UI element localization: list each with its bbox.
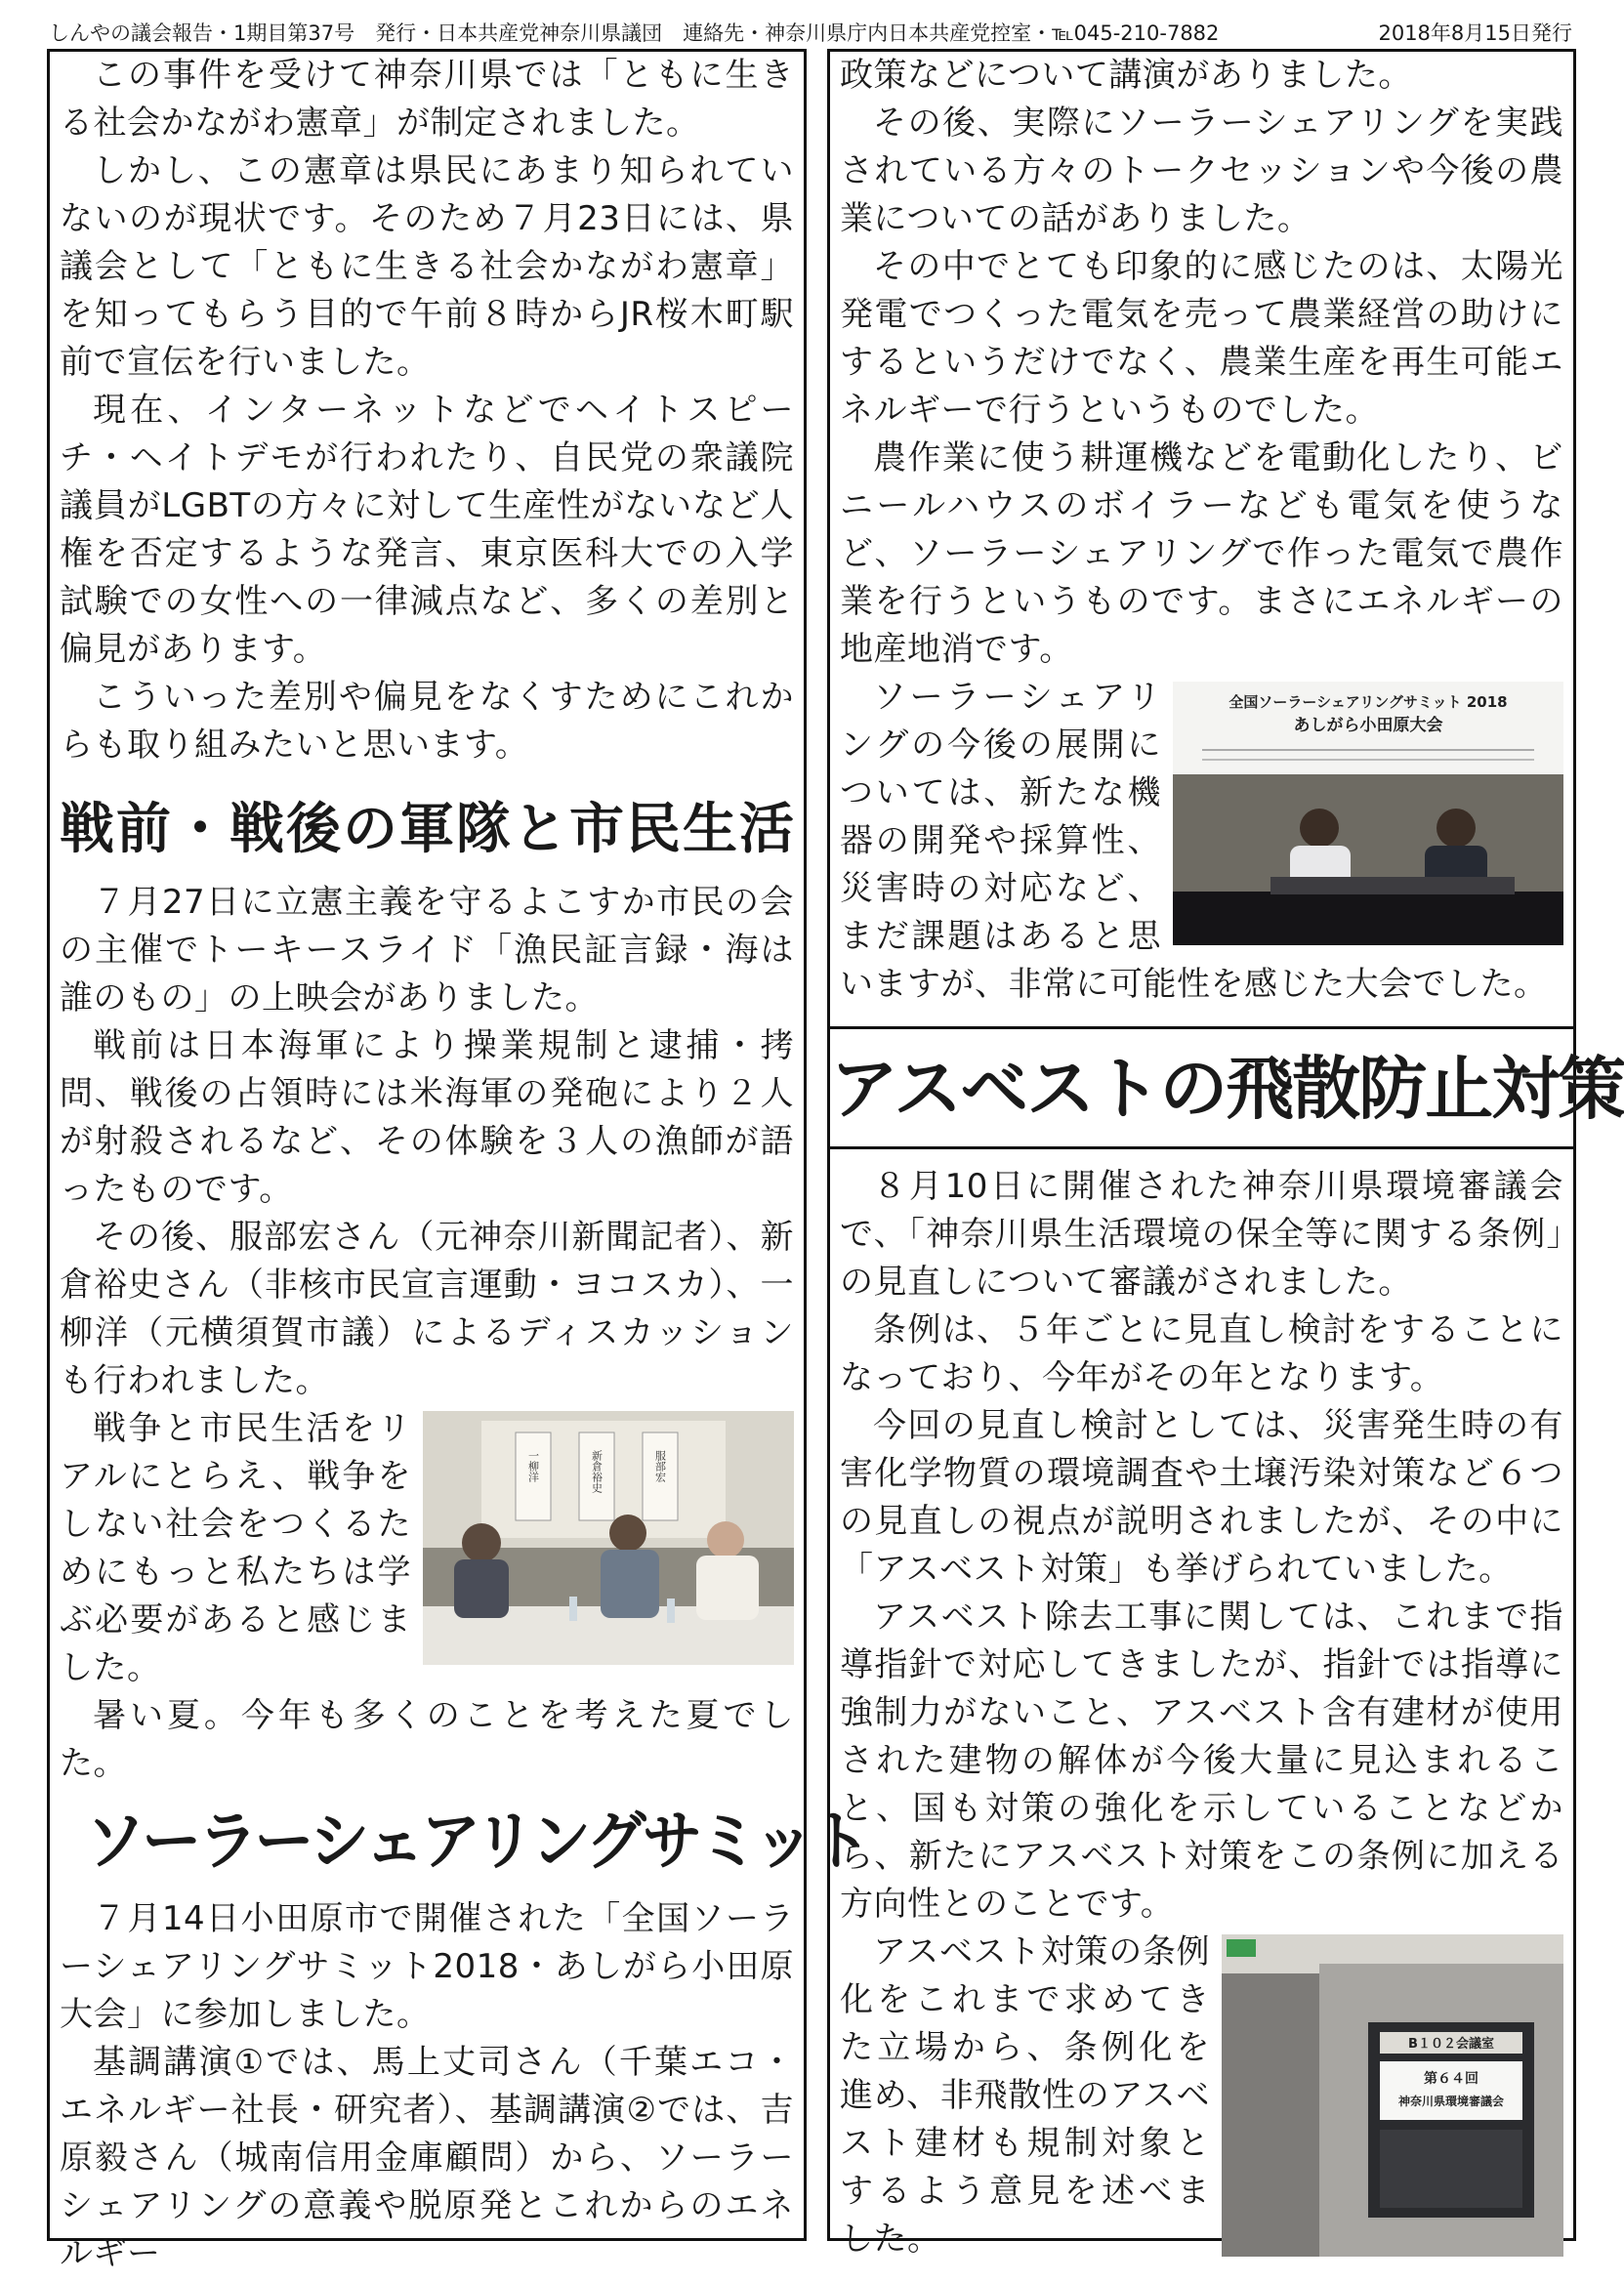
meeting-number-text: 第６４回 bbox=[1424, 2071, 1478, 2087]
paragraph: この事件を受けて神奈川県では「ともに生きる社会かながわ憲章」が制定されました。 bbox=[60, 56, 794, 143]
meeting-sign-photo bbox=[1222, 1934, 1563, 2257]
paragraph: 条例は、５年ごとに見直し検討をすることになっており、今年がその年となります。 bbox=[840, 1310, 1563, 1397]
asbestos-heading-box bbox=[830, 1026, 1624, 1149]
paragraph: 農作業に使う耕運機などを電動化したり、ビニールハウスのボイラーなども電気を使うなど、ソーラーシェアリングで作った電気で農作業を行うというものです。まさにエネルギーの地産地消です。 bbox=[840, 438, 1563, 669]
banner-subtitle: あしがら小田原大会 bbox=[1293, 716, 1443, 735]
paragraph: 戦争と市民生活をリアルにとらえ、戦争をしない社会をつくるためにもっと私たちは学ぶ必要があると感じました。 bbox=[60, 1409, 411, 1687]
paragraph: その後、服部宏さん（元神奈川新聞記者）、新倉裕史さん（非核市民宣言運動・ヨコスカ）、一柳洋（元横須賀市議）によるディスカッションも行われました。 bbox=[60, 1218, 794, 1400]
name-card-text: 服部宏 bbox=[653, 1450, 667, 1482]
paragraph: ソーラーシェアリングの今後の展開については、新たな機器の開発や採算性、災害時の対応など、まだ課題はあると思いますが、非常に可能性を感じた大会でした。 bbox=[840, 678, 1548, 1004]
paragraph: その中でとても印象的に感じたのは、太陽光発電でつくった電気を売って農業経営の助けにするというだけでなく、農業生産を再生可能エネルギーで行うというものでした。 bbox=[840, 247, 1563, 430]
paragraph-continued: 政策などについて講演がありました。 bbox=[840, 56, 1412, 95]
asbestos-article-heading: アスベストの飛散防止対策 bbox=[830, 1049, 1624, 1129]
paragraph: 基調講演①では、馬上丈司さん（千葉エコ・エネルギー社長・研究者）、基調講演②では、吉原毅さん（城南信用金庫顧問）から、ソーラーシェアリングの意義や脱原発とこれからのエネルギー bbox=[60, 2043, 794, 2273]
paragraph: アスベスト対策の条例化をこれまで求めてきた立場から、条例化を進め、非飛散性のアスベスト建材も規制対象とするよう意見を述べました。 bbox=[840, 1932, 1210, 2259]
paragraph: 暑い夏。今年も多くのことを考えた夏でした。 bbox=[60, 1696, 794, 1783]
paragraph: 今回の見直し検討としては、災害発生時の有害化学物質の環境調査や土壌汚染対策など６つの見直しの視点が説明されましたが、その中に「アスベスト対策」も挙げられていました。 bbox=[840, 1406, 1563, 1589]
war-article-heading: 戦前・戦後の軍隊と市民生活 bbox=[60, 798, 796, 861]
right-column bbox=[827, 49, 1624, 2259]
header-publication-info: しんやの議会報告・1期目第37号 発行・日本共産党神奈川県議団 連絡先・神奈川県庁内日本共産党控室・℡045-210-7882 bbox=[49, 21, 1220, 45]
name-card-text: 一柳洋 bbox=[526, 1450, 540, 1482]
paragraph: こういった差別や偏見をなくすためにこれからも取り組みたいと思います。 bbox=[60, 678, 794, 765]
banner-title: 全国ソーラーシェアリングサミット 2018 bbox=[1228, 693, 1508, 711]
paragraph: その後、実際にソーラーシェアリングを実践されている方々のトークセッションや今後の農業についての話がありました。 bbox=[840, 104, 1563, 238]
discussion-photo bbox=[423, 1411, 794, 1665]
room-name-text: B１０２会議室 bbox=[1408, 2037, 1494, 2052]
left-column bbox=[47, 49, 867, 2273]
name-card-text: 新倉裕史 bbox=[590, 1450, 604, 1493]
paragraph: ８月10日に開催された神奈川県環境審議会で、「神奈川県生活環境の保全等に関する条例」の見直しについて審議がされました。 bbox=[840, 1167, 1563, 1302]
paragraph: 現在、インターネットなどでヘイトスピーチ・ヘイトデモが行われたり、自民党の衆議院議員がLGBTの方々に対して生産性がないなど人権を否定するような発言、東京医科大での入学試験での女性への一律減点など、多くの差別と偏見があります。 bbox=[60, 391, 794, 669]
paragraph: ７月27日に立憲主義を守るよこすか市民の会の主催でトーキースライド「漁民証言録・海は誰のもの」の上映会がありました。 bbox=[60, 883, 794, 1017]
newsletter-header bbox=[49, 14, 1572, 53]
paragraph: しかし、この憲章は県民にあまり知られていないのが現状です。そのため７月23日には、県議会として「ともに生きる社会かながわ憲章」を知ってもらう目的で午前８時からJR桜木町駅前で宣伝を行いました。 bbox=[60, 151, 794, 382]
paragraph: ７月14日小田原市で開催された「全国ソーラーシェアリングサミット2018・あしがら小田原大会」に参加しました。 bbox=[60, 1899, 794, 2034]
paragraph: アスベスト除去工事に関しては、これまで指導指針で対応してきましたが、指針では指導に強制力がないこと、アスベスト含有建材が使用された建物の解体が今後大量に見込まれること、国も対策の強化を示していることなどから、新たにアスベスト対策をこの条例に加える方向性とのことです。 bbox=[840, 1598, 1563, 1924]
header-issue-date: 2018年8月15日発行 bbox=[1378, 21, 1572, 45]
solar-article-heading: ソーラーシェアリングサミット bbox=[85, 1804, 867, 1879]
meeting-name-text: 神奈川県環境審議会 bbox=[1397, 2095, 1505, 2108]
summit-photo bbox=[1173, 682, 1563, 945]
paragraph: 戦前は日本海軍により操業規制と逮捕・拷問、戦後の占領時には米海軍の発砲により２人が射殺されるなど、その体験を３人の漁師が語ったものです。 bbox=[60, 1026, 794, 1209]
